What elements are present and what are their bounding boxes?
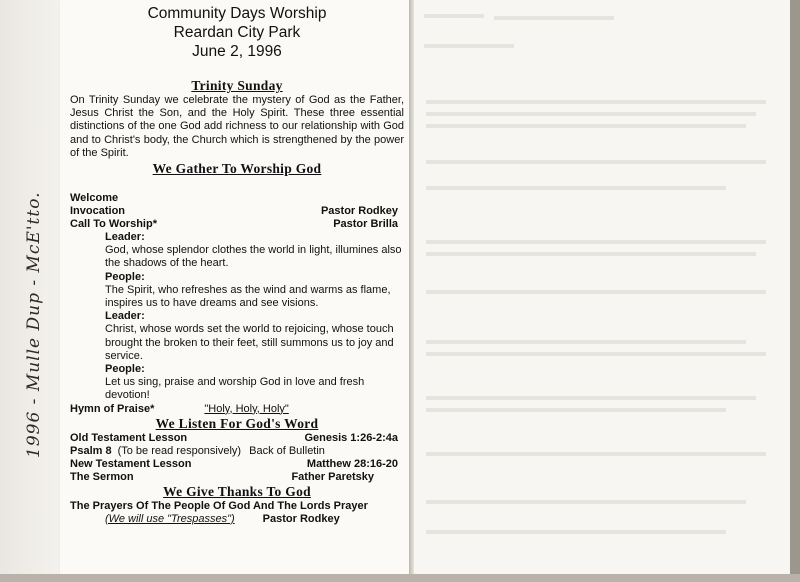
- bleed-through-text: [426, 112, 756, 116]
- call-to-worship-row: Call To Worship* Pastor Brilla: [70, 218, 398, 231]
- new-testament-row: New Testament Lesson Matthew 28:16-20: [70, 457, 398, 470]
- trinity-sunday-text: On Trinity Sunday we celebrate the mystery of God as the Father, Jesus Christ the Son, and the Holy Spirit. These three essential distinctions of the one God add richness to our relationship with God and to Christ's body, the Church which is strengthened by the power of the Spirit.: [70, 94, 404, 159]
- bulletin-title: Community Days Worship: [147, 5, 327, 22]
- bleed-through-text: [426, 100, 766, 104]
- bleed-through-text: [426, 186, 726, 190]
- bleed-through-text: [426, 252, 756, 256]
- hymn-title: "Holy, Holy, Holy": [204, 402, 289, 415]
- bleed-through-text: [426, 160, 766, 164]
- bulletin-content: [70, 0, 404, 526]
- bleed-through-text: [426, 396, 756, 400]
- trinity-sunday-heading: Trinity Sunday: [191, 78, 283, 93]
- bleed-through-text: [426, 340, 746, 344]
- bleed-through-text: [426, 500, 746, 504]
- sermon-row: The Sermon Father Paretsky: [70, 470, 374, 483]
- litany-text: Christ, whose words set the world to rejoicing, whose touch brought the broken to their feet, still summons us to joy and service.: [105, 323, 394, 362]
- scan-edge-bottom: [0, 574, 800, 582]
- litany-speaker: Leader:: [105, 231, 145, 244]
- bulletin-date: June 2, 1996: [192, 43, 282, 60]
- gather-heading: We Gather To Worship God: [152, 161, 322, 177]
- trespasses-row: (We will use "Trespasses") Pastor Rodkey: [105, 512, 340, 525]
- bulletin-location: Reardan City Park: [173, 24, 301, 41]
- litany-text: Let us sing, praise and worship God in love and fresh devotion!: [105, 376, 365, 402]
- thanks-heading: We Give Thanks To God: [163, 483, 311, 499]
- litany-speaker: People:: [105, 270, 145, 283]
- bleed-through-text: [424, 44, 514, 48]
- litany-text: God, whose splendor clothes the world in light, illumines also the shadows of the heart.: [105, 244, 402, 270]
- handwritten-margin-note: 1996 - Mulle Dup - McE'tto.: [24, 191, 44, 458]
- bleed-through-text: [426, 240, 766, 244]
- litany-speaker: People:: [105, 363, 145, 376]
- bleed-through-text: [424, 14, 484, 18]
- litany-text: The Spirit, who refreshes as the wind and warms as flame, inspires us to have dreams and see visions.: [105, 283, 391, 310]
- welcome-row: Welcome: [70, 192, 119, 205]
- bleed-through-text: [426, 452, 766, 456]
- prayers-row: The Prayers Of The People Of God And The Lords Prayer: [70, 499, 368, 512]
- old-testament-row: Old Testament Lesson Genesis 1:26-2:4a: [70, 431, 398, 444]
- bleed-through-text: [426, 530, 726, 534]
- bleed-through-text: [426, 124, 746, 128]
- bleed-through-text: [426, 290, 766, 294]
- bulletin-right-page: [414, 0, 792, 574]
- bleed-through-text: [426, 352, 766, 356]
- psalm-row: Psalm 8 (To be read responsively) Back of Bulletin: [70, 444, 325, 457]
- invocation-row: Invocation Pastor Rodkey: [70, 205, 398, 218]
- bleed-through-text: [426, 408, 726, 412]
- bleed-through-text: [494, 16, 614, 20]
- litany-speaker: Leader:: [105, 310, 145, 323]
- scan-edge-right: [790, 0, 800, 582]
- listen-heading: We Listen For God's Word: [155, 415, 319, 431]
- hymn-row: Hymn of Praise* "Holy, Holy, Holy": [70, 402, 289, 415]
